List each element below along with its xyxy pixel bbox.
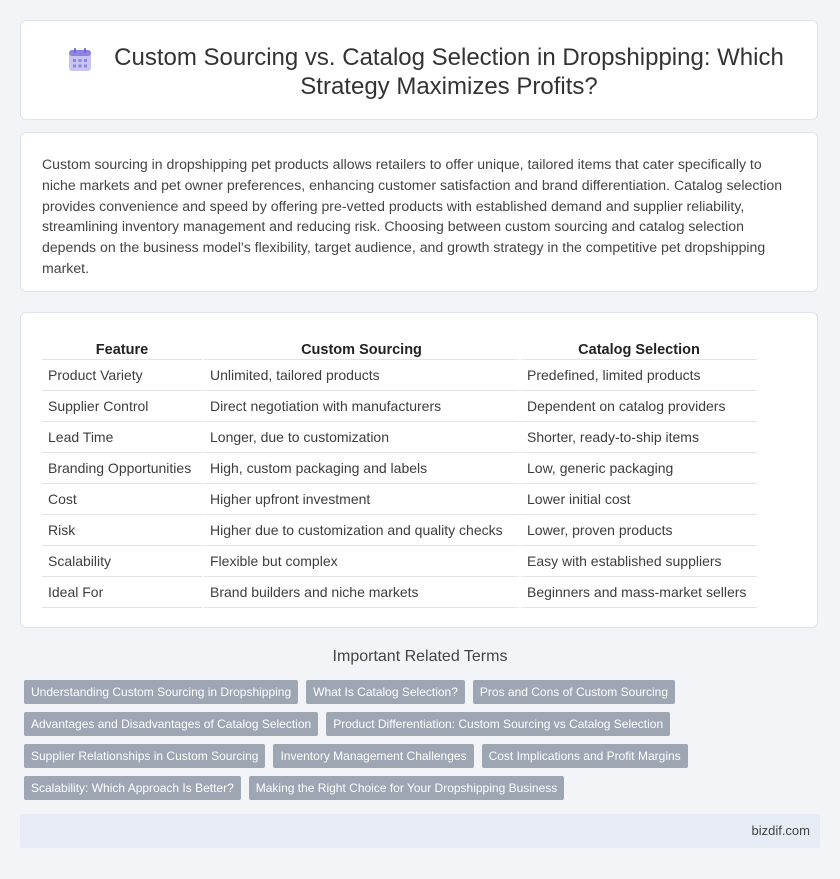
- table-cell: Lower initial cost: [520, 484, 757, 515]
- table-cell: Branding Opportunities: [42, 453, 203, 484]
- table-row: [42, 391, 757, 422]
- title-card: [20, 20, 818, 120]
- related-term-tag[interactable]: Inventory Management Challenges: [273, 744, 473, 768]
- table-cell: Dependent on catalog providers: [520, 391, 757, 422]
- related-term-tag[interactable]: Cost Implications and Profit Margins: [482, 744, 688, 768]
- related-term-tag[interactable]: What Is Catalog Selection?: [306, 680, 465, 704]
- table-cell: Higher upfront investment: [203, 484, 520, 515]
- tag-row: [24, 712, 724, 736]
- related-term-tag[interactable]: Pros and Cons of Custom Sourcing: [473, 680, 675, 704]
- header-custom-sourcing: Custom Sourcing: [203, 331, 520, 360]
- table-cell: Product Variety: [42, 360, 203, 391]
- tag-row: [24, 680, 724, 704]
- comparison-table: [42, 331, 757, 608]
- header-feature: Feature: [42, 331, 203, 360]
- table-cell: Supplier Control: [42, 391, 203, 422]
- related-term-tag[interactable]: Supplier Relationships in Custom Sourcing: [24, 744, 265, 768]
- related-term-tag[interactable]: Advantages and Disadvantages of Catalog Selection: [24, 712, 318, 736]
- table-cell: Beginners and mass-market sellers: [520, 577, 757, 608]
- table-row: [42, 577, 757, 608]
- table-cell: Flexible but complex: [203, 546, 520, 577]
- table-cell: Predefined, limited products: [520, 360, 757, 391]
- page-title: Custom Sourcing vs. Catalog Selection in Dropshipping: Which Strategy Maximizes Profits?: [114, 44, 784, 100]
- table-cell: Shorter, ready-to-ship items: [520, 422, 757, 453]
- table-cell: Scalability: [42, 546, 203, 577]
- intro-card: [20, 132, 818, 292]
- table-cell: High, custom packaging and labels: [203, 453, 520, 484]
- table-cell: Ideal For: [42, 577, 203, 608]
- related-term-tag[interactable]: Making the Right Choice for Your Dropshipping Business: [249, 776, 565, 800]
- related-term-tag[interactable]: Scalability: Which Approach Is Better?: [24, 776, 241, 800]
- comparison-card: [20, 312, 818, 628]
- table-cell: Direct negotiation with manufacturers: [203, 391, 520, 422]
- table-cell: Cost: [42, 484, 203, 515]
- related-term-tag[interactable]: Product Differentiation: Custom Sourcing vs Catalog Selection: [326, 712, 670, 736]
- site-name[interactable]: bizdif.com: [751, 823, 810, 838]
- table-row: [42, 515, 757, 546]
- calendar-icon: [67, 47, 93, 73]
- related-terms-list: [24, 680, 724, 808]
- table-cell: Easy with established suppliers: [520, 546, 757, 577]
- footer: [20, 814, 820, 848]
- related-term-tag[interactable]: Understanding Custom Sourcing in Dropshipping: [24, 680, 298, 704]
- table-cell: Risk: [42, 515, 203, 546]
- tag-row: [24, 776, 724, 800]
- table-row: [42, 360, 757, 391]
- header-catalog-selection: Catalog Selection: [520, 331, 757, 360]
- table-cell: Low, generic packaging: [520, 453, 757, 484]
- table-cell: Brand builders and niche markets: [203, 577, 520, 608]
- table-cell: Unlimited, tailored products: [203, 360, 520, 391]
- table-cell: Higher due to customization and quality checks: [203, 515, 520, 546]
- table-row: [42, 453, 757, 484]
- table-row: [42, 484, 757, 515]
- table-row: [42, 422, 757, 453]
- table-row: [42, 546, 757, 577]
- table-header-row: [42, 331, 757, 360]
- intro-paragraph: Custom sourcing in dropshipping pet products allows retailers to offer unique, tailored items that cater specifically to niche markets and pet owner preferences, enhancing customer satisfaction and brand differentiation. Catalog selection provides convenience and speed by offering pre-vetted products with established demand and supplier reliability, streamlining inventory management and reducing risk. Choosing between custom sourcing and catalog selection depends on the business model's flexibility, target audience, and growth strategy in the competitive pet dropshipping market.: [42, 156, 783, 276]
- table-cell: Longer, due to customization: [203, 422, 520, 453]
- related-terms-heading: Important Related Terms: [332, 648, 508, 665]
- table-cell: Lower, proven products: [520, 515, 757, 546]
- table-cell: Lead Time: [42, 422, 203, 453]
- tag-row: [24, 744, 724, 768]
